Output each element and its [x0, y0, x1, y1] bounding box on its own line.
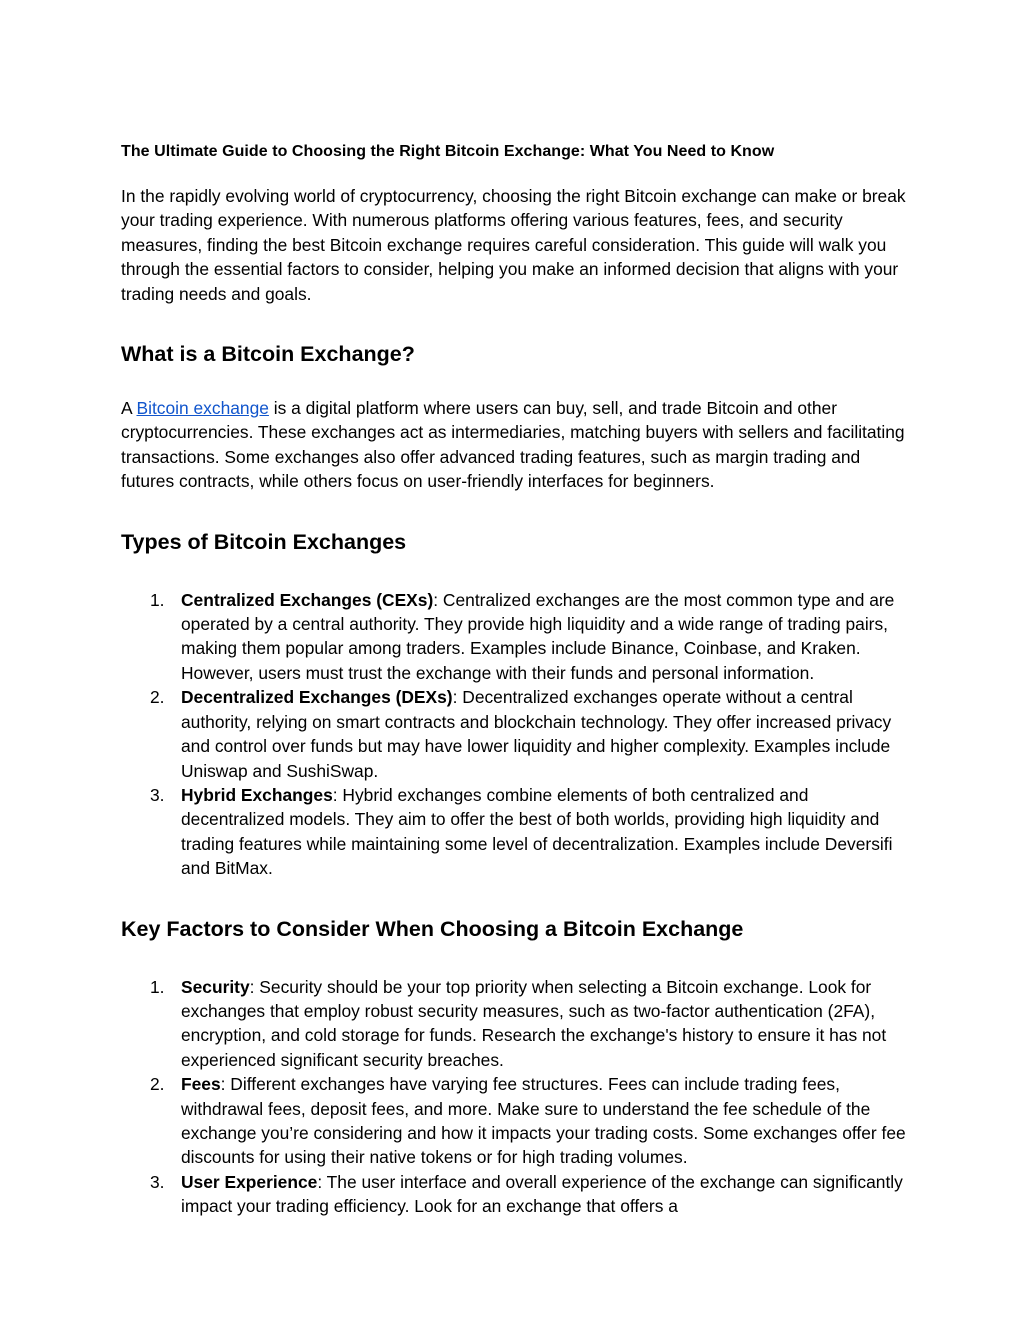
document-content: [121, 141, 906, 1219]
list-item-term: Fees: [181, 1074, 221, 1095]
bitcoin-exchange-link[interactable]: Bitcoin exchange: [136, 398, 269, 419]
list-item: [121, 975, 906, 1073]
section-heading-what-is: What is a Bitcoin Exchange?: [121, 342, 415, 367]
intro-paragraph: In the rapidly evolving world of cryptocurrency, choosing the right Bitcoin exchange can make or break your trading experience. With numerous platforms offering various features, fees, and security measures, finding the best Bitcoin exchange requires careful consideration. This guide will walk you through the essential factors to consider, helping you make an informed decision that aligns with your trading needs and goals.: [121, 186, 906, 304]
list-item-term: Centralized Exchanges (CEXs): [181, 589, 434, 610]
key-factors-list: [121, 975, 906, 1219]
list-item-term: Security: [181, 976, 250, 997]
list-number: 3.: [150, 784, 165, 805]
list-number: 2.: [150, 687, 165, 708]
list-item: [121, 685, 906, 783]
list-item-text: : Security should be your top priority when selecting a Bitcoin exchange. Look for exchanges that employ robust security measures, such as two-factor authentication (2FA), encryption, and cold storage for funds. Research the exchange's history to ensure it has not experienced significant security breaches.: [181, 976, 887, 1070]
list-number: 2.: [150, 1074, 165, 1095]
list-item: [121, 783, 906, 881]
definition-text: is a digital platform where users can buy, sell, and trade Bitcoin and other cryptocurrencies. These exchanges act as intermediaries, matching buyers with sellers and facilitating transactions. Some exchanges also offer advanced trading features, such as margin trading and futures contracts, while others focus on user-friendly interfaces for beginners.: [121, 398, 905, 492]
list-number: 1.: [150, 589, 165, 610]
definition-prefix: A: [121, 398, 137, 419]
list-item-term: Hybrid Exchanges: [181, 784, 333, 805]
document-title: The Ultimate Guide to Choosing the Right Bitcoin Exchange: What You Need to Know: [121, 143, 775, 160]
list-item-term: User Experience: [181, 1171, 318, 1192]
list-item: [121, 588, 906, 686]
list-item: [121, 1170, 906, 1219]
list-item-text: : The user interface and overall experience of the exchange can significantly impact your trading efficiency. Look for an exchange that offers a: [181, 1171, 903, 1217]
list-item: [121, 1072, 906, 1170]
list-item-text: : Hybrid exchanges combine elements of both centralized and decentralized models. They aim to offer the best of both worlds, providing high liquidity and trading features while maintaining some level of decentralization. Examples include Deversifi and BitMax.: [181, 784, 893, 879]
section-heading-types: Types of Bitcoin Exchanges: [121, 529, 407, 554]
list-number: 3.: [150, 1171, 165, 1192]
section-heading-key-factors: Key Factors to Consider When Choosing a Bitcoin Exchange: [121, 916, 744, 941]
list-item-text: : Different exchanges have varying fee structures. Fees can include trading fees, withdrawal fees, deposit fees, and more. Make sure to understand the fee schedule of the exchange you’re considering and how it impacts your trading costs. Some exchanges offer fee discounts for using their native tokens or for high trading volumes.: [181, 1074, 906, 1168]
definition-paragraph: [121, 396, 906, 494]
list-number: 1.: [150, 976, 165, 997]
list-item-term: Decentralized Exchanges (DEXs): [181, 687, 453, 708]
list-item-text: : Centralized exchanges are the most common type and are operated by a central authority. They provide high liquidity and a wide range of trading pairs, making them popular among traders. Examples include Binance, Coinbase, and Kraken. However, users must trust the exchange with their funds and personal information.: [181, 589, 895, 683]
list-item-text: : Decentralized exchanges operate without a central authority, relying on smart contracts and blockchain technology. They offer increased privacy and control over funds but may have lower liquidity and higher complexity. Examples include Uniswap and SushiSwap.: [181, 687, 892, 781]
exchange-types-list: [121, 588, 906, 881]
